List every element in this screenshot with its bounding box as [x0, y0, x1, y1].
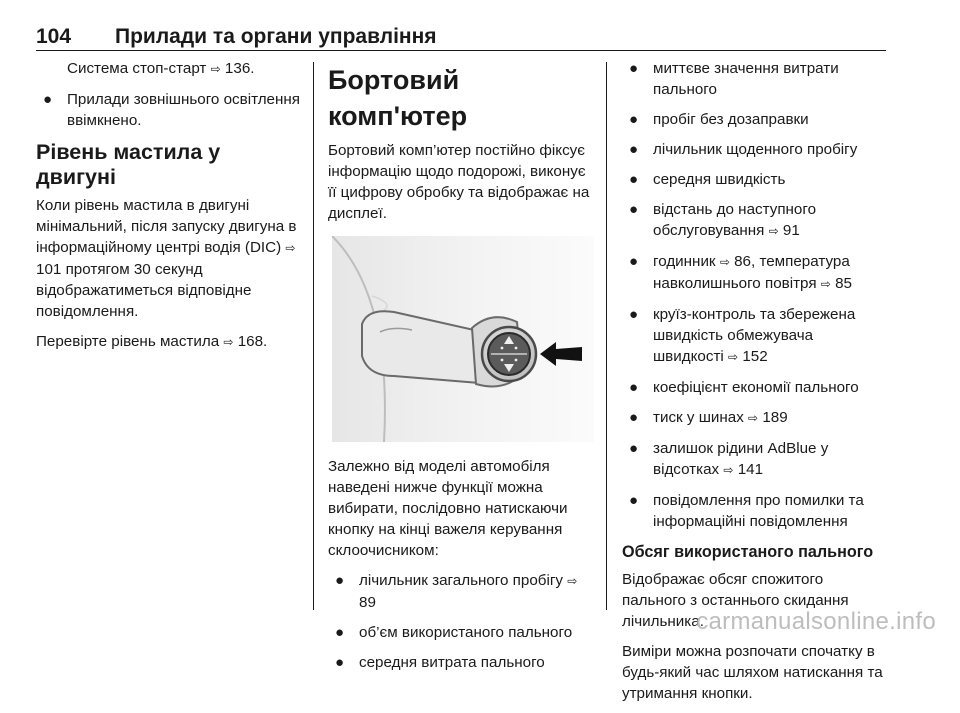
bullet-icon: ●: [335, 572, 345, 589]
ref-link-85[interactable]: 85: [835, 275, 852, 292]
wiper-stalk-illustration: [332, 236, 594, 442]
section-heading-trip-computer: Бортовий комп'ютер: [328, 65, 468, 131]
bullet-icon: ●: [629, 409, 639, 426]
list-item: ● лічильник загального пробігу ⇨ 89: [335, 572, 578, 611]
ref-link-141[interactable]: 141: [737, 461, 764, 478]
right-arrow-reference-icon: ⇨: [223, 335, 234, 349]
list-item: ● тиск у шинах ⇨ 189: [629, 409, 788, 426]
bullet-icon: ●: [629, 60, 639, 77]
ref-link-189[interactable]: 189: [762, 409, 788, 426]
wiper-stalk-button-figure: [332, 236, 594, 442]
page-number: 104: [36, 25, 72, 48]
column-divider-1: [313, 62, 314, 610]
ref-link-136[interactable]: 136.: [224, 60, 255, 77]
ref-link-91[interactable]: 91: [782, 222, 800, 239]
right-arrow-reference-icon: ⇨: [567, 574, 578, 588]
watermark: carmanualsonline.info: [696, 608, 936, 635]
paragraph: Бортовий комп’ютер постійно фіксує інформацію щодо подорожі, виконує її цифрову обробку та відображає на дисплеї.: [328, 142, 590, 222]
list-item: ● коефіцієнт економії пального: [629, 379, 859, 396]
bullet-icon: ●: [629, 171, 639, 188]
list-item: ● об’єм використаного пального: [335, 624, 573, 641]
bullet-icon: ●: [629, 379, 639, 396]
list-item: ● круїз-контроль та збережена швидкість обмежувача швидкості ⇨ 152: [629, 306, 856, 365]
bullet-icon: ●: [335, 654, 345, 671]
paragraph: Відображає обсяг спожитого пального з останнього скидання лічильника.: [622, 571, 849, 630]
ref-link-86[interactable]: 86: [734, 253, 752, 270]
section-heading-oil-level: Рівень мастила у двигуні: [36, 140, 221, 189]
ref-link-101[interactable]: 101: [36, 261, 62, 278]
right-arrow-reference-icon: ⇨: [723, 463, 734, 477]
continued-list-item: Система стоп-старт ⇨ 136.: [67, 60, 255, 77]
section-heading-fuel-used: Обсяг використаного пального: [622, 543, 874, 561]
page-header: [36, 20, 886, 51]
list-item: ● середня витрата пального: [335, 654, 545, 671]
list-item: ● відстань до наступного обслуговування ⇨ 91: [629, 201, 817, 239]
bullet-icon: ●: [629, 111, 639, 128]
bullet-icon: ●: [629, 141, 639, 158]
column-1: [36, 58, 302, 362]
bullet-icon: ●: [629, 440, 639, 457]
bullet-icon: ●: [629, 201, 639, 218]
paragraph: Виміри можна розпочати спочатку в будь-який час шляхом натискання та утримання кнопки.: [622, 643, 883, 702]
ref-link-89[interactable]: 89: [359, 594, 376, 611]
paragraph: Перевірте рівень мастила ⇨ 168.: [36, 333, 268, 350]
right-arrow-reference-icon: ⇨: [719, 255, 730, 269]
list-item: ● пробіг без дозаправки: [629, 111, 809, 128]
list-item: ● лічильник щоденного пробігу: [629, 141, 858, 158]
paragraph: Коли рівень мастила в двигуні мінімальний, після запуску двигуна в інформаційному центрі водія (DIC) ⇨ 101 протягом 30 секунд відображатиметься відповідне повідомлення.: [36, 197, 297, 320]
column-2: [328, 58, 598, 682]
right-arrow-reference-icon: ⇨: [728, 350, 739, 364]
bullet-icon: ●: [629, 492, 639, 509]
right-arrow-reference-icon: ⇨: [748, 411, 759, 425]
list-item: ● миттєве значення витрати пального: [629, 60, 839, 98]
bullet-icon: ●: [629, 306, 639, 323]
list-item: ● середня швидкість: [629, 171, 786, 188]
list-item: ● годинник ⇨ 86, температура навколишнього повітря ⇨ 85: [629, 253, 852, 292]
bullet-icon: ●: [629, 253, 639, 270]
list-item: ● повідомлення про помилки та інформаційні повідомлення: [629, 492, 864, 530]
right-arrow-reference-icon: ⇨: [210, 62, 221, 76]
bullet-icon: ●: [43, 91, 53, 108]
page-title: Прилади та органи управління: [115, 25, 437, 48]
list-item: ● Прилади зовнішнього освітлення ввімкнено.: [43, 91, 301, 129]
right-arrow-reference-icon: ⇨: [285, 241, 296, 255]
right-arrow-reference-icon: ⇨: [768, 224, 779, 238]
ref-link-168[interactable]: 168.: [237, 333, 268, 350]
paragraph: Залежно від моделі автомобіля наведені нижче функції можна вибирати, послідовно натискаючи кнопку на кінці важеля керування склоочисником:: [328, 458, 568, 559]
list-item: ● залишок рідини AdBlue у відсотках ⇨ 141: [629, 440, 829, 478]
bullet-icon: ●: [335, 624, 345, 641]
column-divider-2: [606, 62, 607, 610]
ref-link-152[interactable]: 152: [742, 348, 768, 365]
right-arrow-reference-icon: ⇨: [820, 277, 831, 291]
